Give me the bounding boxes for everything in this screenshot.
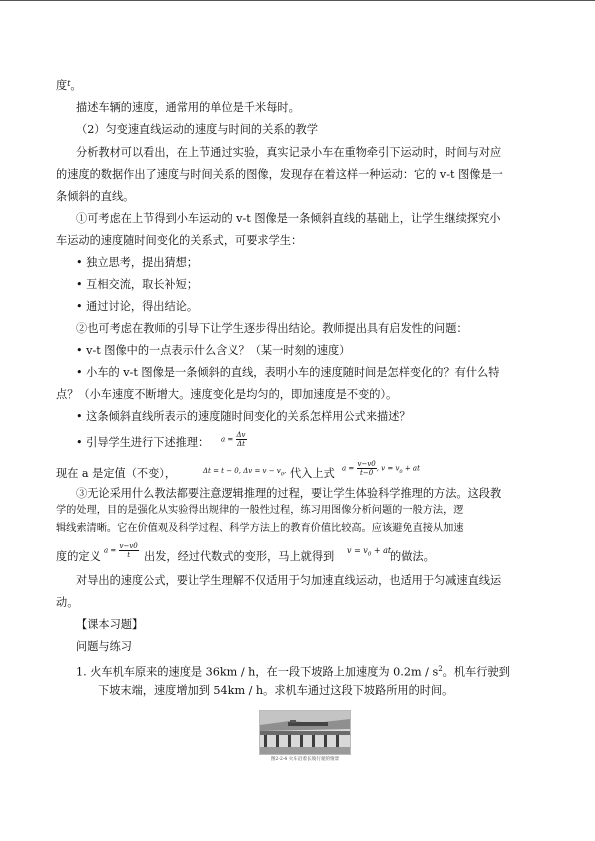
bullet-item: • 这条倾斜直线所表示的速度随时间变化的关系怎样用公式来描述？ xyxy=(76,410,411,423)
bullet-item: • 小车的 v-t 图像是一条倾斜的直线，表明小车的速度随时间是怎样变化的？有什么特 xyxy=(76,366,500,379)
text-line: 对导出的速度公式，要让学生理解不仅适用于匀加速直线运动，也适用于匀减速直线运 xyxy=(76,574,502,587)
formula-condition: Δt = t − 0, $\Delta v = v - v_0$, xyxy=(203,467,287,478)
exercise-item: 1. 火车机车原来的速度是 36km / h，在一段下坡路上加速度为 $0.2m / s^2$。机车行驶到 xyxy=(76,665,510,679)
subsection-heading: 问题与练习 xyxy=(76,640,132,653)
formula-acceleration: a = $\frac{v-v0}{t}$ xyxy=(104,542,138,559)
exercise-item-continued: 下坡末端，速度增加到 54km / h。求机车通过这段下坡路所用的时间。 xyxy=(98,684,454,697)
train-on-bridge-image xyxy=(260,711,350,754)
text-line: 度的定义 xyxy=(56,550,101,563)
text-line: 的速度的数据作出了速度与时间关系的图像，发现存在着这样一种运动：它的 v-t 图像是一 xyxy=(56,168,503,181)
text-line: 点？（小车速度不断增大。速度变化是均匀的，即加速度是不变的）。 xyxy=(56,388,398,401)
text-line: 出发，经过代数式的变形，马上就得到 xyxy=(144,550,335,563)
formula-velocity: $v = v_0$ + at xyxy=(347,546,392,558)
text-line: 动。 xyxy=(56,596,79,609)
train-photo xyxy=(259,710,351,755)
bullet-item: • 引导学生进行下述推理： xyxy=(76,436,210,449)
text-line: 代入上式 xyxy=(290,467,335,480)
formula-acceleration-definition: a = $\frac{\Delta v}{\Delta t}$ xyxy=(221,431,246,448)
text-line: ②也可考虑在教师的引导下让学生逐步得出结论。教师提出具有启发性的问题： xyxy=(76,322,468,335)
text-line: 现在 a 是定值（不变）， xyxy=(56,467,177,480)
text-line: ③无论采用什么教法都要注意逻辑推理的过程，要让学生体验科学推理的方法。这段教 xyxy=(76,487,502,500)
text-line: 描述车辆的速度，通常用的单位是千米每时。 xyxy=(76,101,300,114)
section-heading: （2）匀变速直线运动的速度与时间的关系的教学 xyxy=(76,123,319,136)
text-line: 条倾斜的直线。 xyxy=(56,190,135,203)
text-line: 分析教材可以看出，在上节通过实验，真实记录小车在重物牵引下运动时，时间与对应 xyxy=(76,146,502,159)
text-line: 度$^t$。 xyxy=(56,79,82,92)
text-line: 学的处理，目的是强化从实验得出规律的一般性过程，练习用图像分析问题的一般方法，逻 xyxy=(56,505,464,516)
text-line: 车运动的速度随时间变化的关系式，可要求学生： xyxy=(56,234,303,247)
top-border-line xyxy=(0,0,595,1)
bullet-item: • 通过讨论，得出结论。 xyxy=(76,300,199,313)
text-line: ①可考虑在上节得到小车运动的 v-t 图像是一条倾斜直线的基础上，让学生继续探究小 xyxy=(76,212,501,225)
formula-substitution: a = $\frac{v-v0}{t-0}$ , $v = v_0$ + at xyxy=(342,460,420,477)
bullet-item: • 独立思考，提出猜想； xyxy=(76,256,199,269)
text-line: 辑线索清晰。它在价值观及科学过程、科学方法上的教育价值比较高。应该避免直接从加速 xyxy=(56,523,464,534)
section-heading: 【课本习题】 xyxy=(76,618,144,631)
bullet-item: • v-t 图像中的一点表示什么含义？（某一时刻的速度） xyxy=(76,344,351,357)
figure-caption: 图2-2-4 火车沿着长坡行驶的情景 xyxy=(270,757,340,762)
bullet-item: • 互相交流，取长补短； xyxy=(76,278,199,291)
text-line: 的做法。 xyxy=(390,550,435,563)
